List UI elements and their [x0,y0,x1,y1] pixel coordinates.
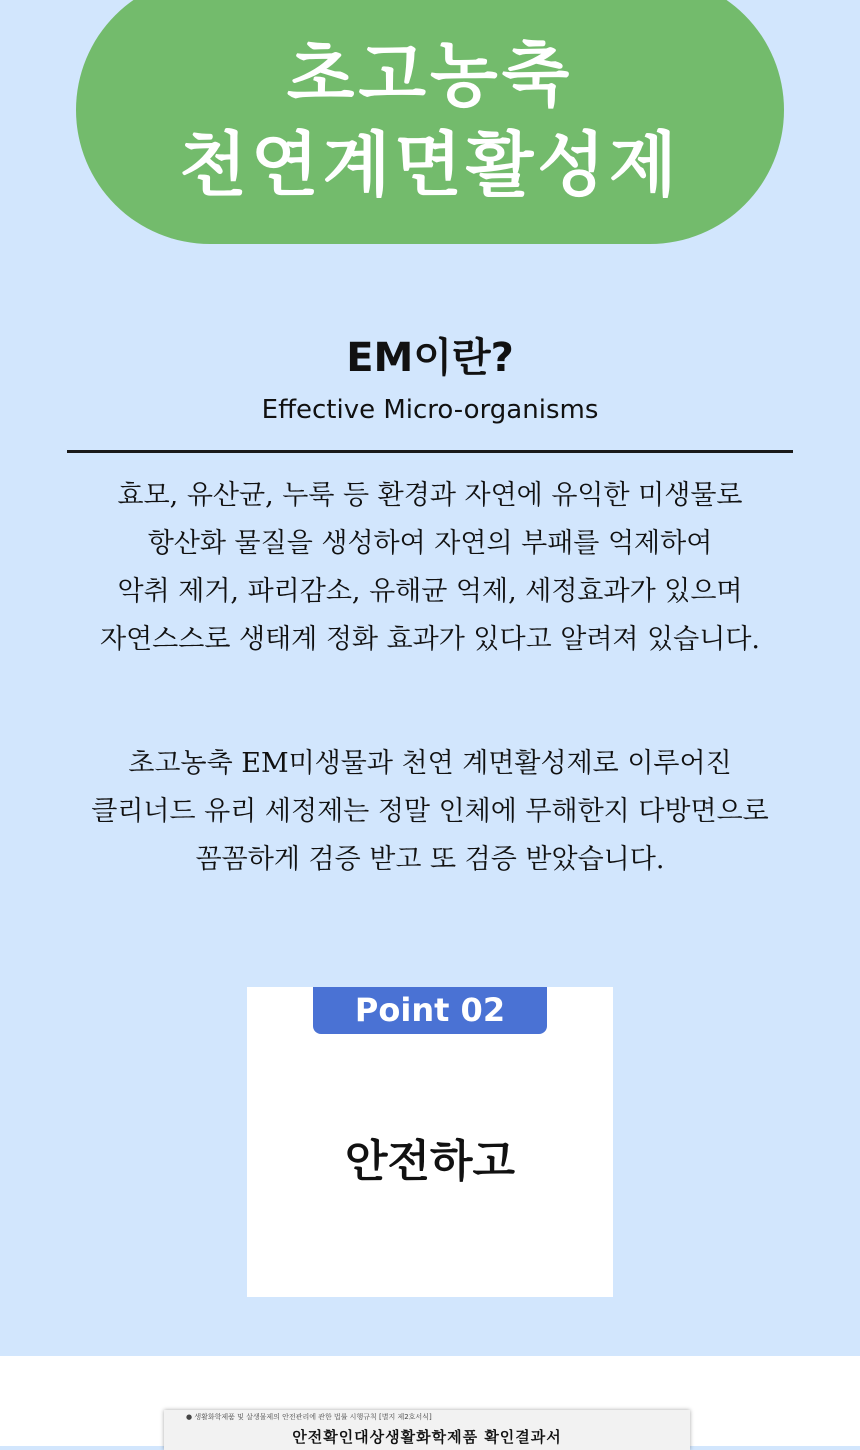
certificate-document-preview [164,1410,690,1450]
safety-verification-paragraph [20,740,840,884]
description-line: 효모, 유산균, 누룩 등 환경과 자연에 유익한 미생물로 [117,480,743,511]
point-badge: Point 02 [313,987,547,1034]
description-line: 자연스스로 생태계 정화 효과가 있다고 알려져 있습니다. [100,624,760,655]
hero-title-banner [76,0,784,244]
verification-line: 클리너드 유리 세정제는 정말 인체에 무해한지 다방면으로 [91,796,769,827]
verification-line: 초고농축 EM미생물과 천연 계면활성제로 이루어진 [128,748,732,779]
document-title: 안전확인대상생활화학제품 확인결과서 [292,1428,562,1446]
description-line: 항산화 물질을 생성하여 자연의 부패를 억제하여 [147,528,713,559]
hero-title-line-1: 초고농축 [286,34,574,116]
verification-line: 꼼꼼하게 검증 받고 또 검증 받았습니다. [195,844,665,875]
description-line: 악취 제거, 파리감소, 유해균 억제, 세정효과가 있으며 [117,576,743,607]
document-legal-note: ● 생활화학제품 및 살생물제의 안전관리에 관한 법률 시행규칙 [별지 제2호서식] [186,1413,432,1421]
em-subheading: Effective Micro-organisms [261,395,599,425]
hero-title-line-2: 천연계면활성제 [179,124,681,206]
point-card [247,987,613,1297]
section-divider [67,450,793,453]
em-heading: EM이란? [346,335,514,381]
em-description-paragraph [20,472,840,664]
point-heading: 안전하고 [344,1136,515,1187]
